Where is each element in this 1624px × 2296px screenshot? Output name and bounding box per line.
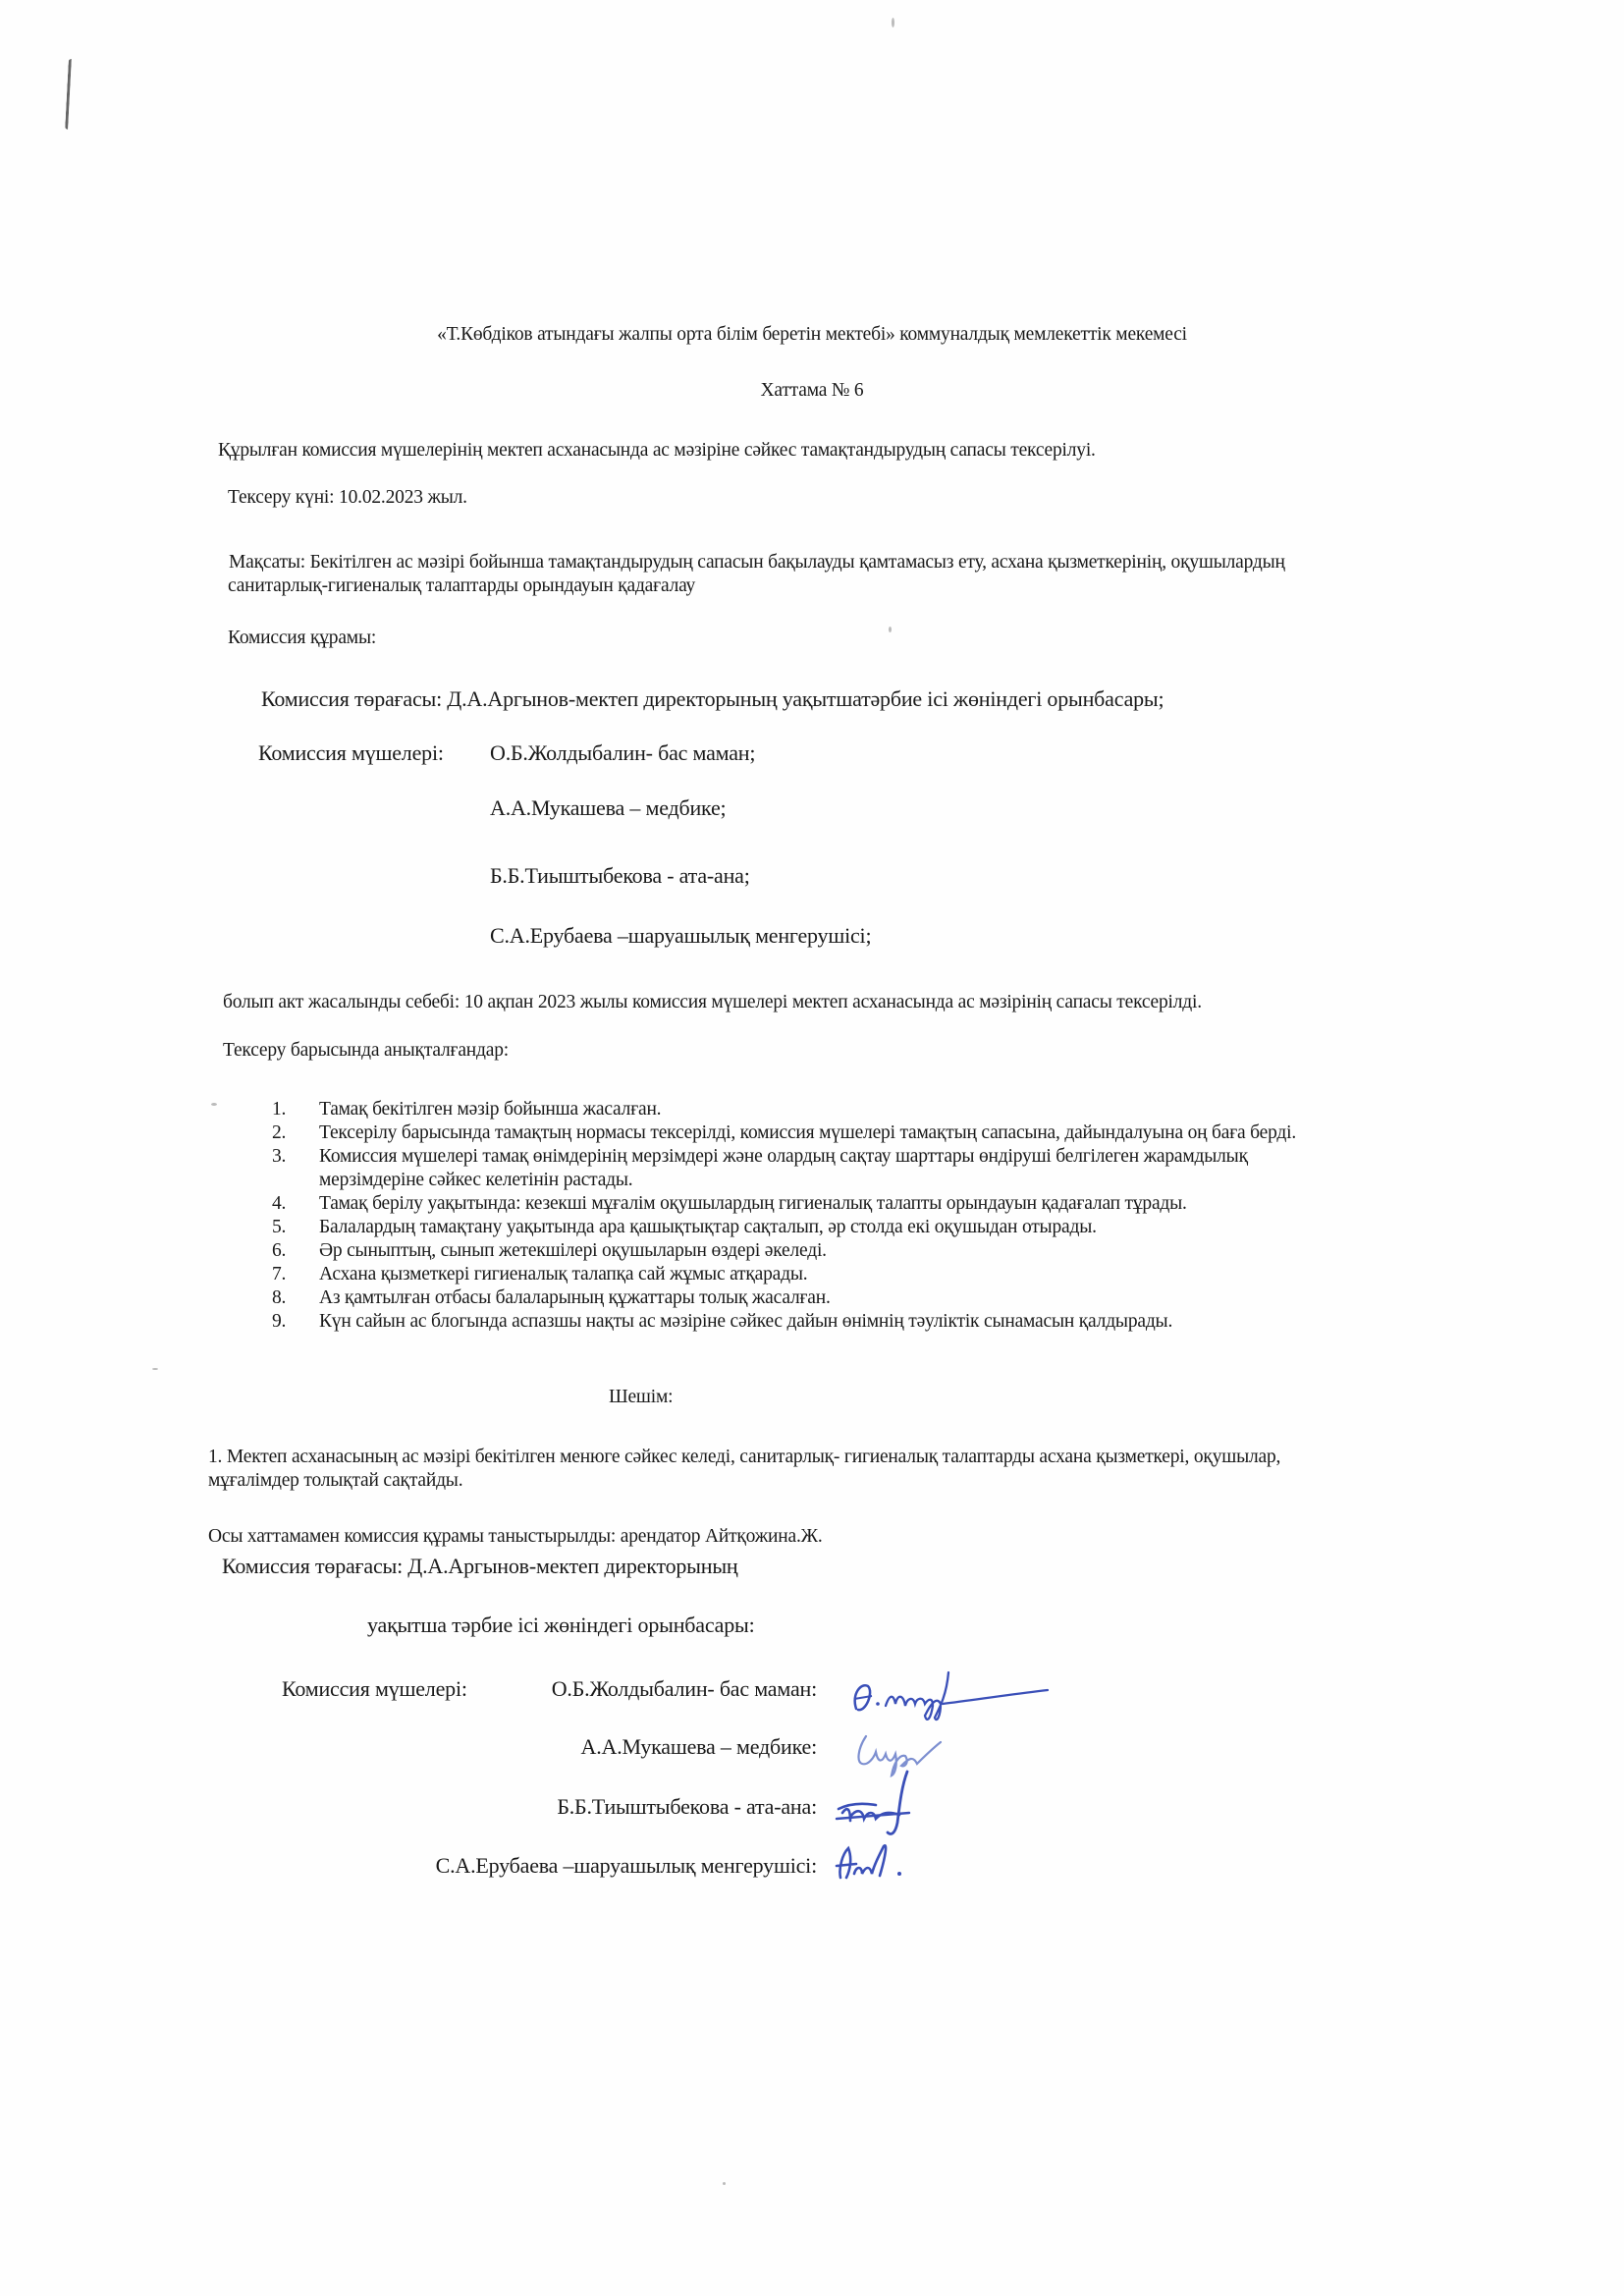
sign-chair-line-2: уақытша тәрбие ісі жөніндегі орынбасары: xyxy=(367,1613,755,1637)
sign-members-label: Комиссия мүшелері: xyxy=(282,1676,467,1701)
findings-list-item xyxy=(272,1310,1499,1334)
list-number: 9. xyxy=(272,1311,287,1332)
decision-heading: Шешім: xyxy=(609,1387,674,1407)
list-number: 3. xyxy=(272,1146,287,1167)
sign-member-name: О.Б.Жолдыбалин- бас маман: xyxy=(551,1676,817,1701)
scan-speck xyxy=(152,1368,158,1370)
commission-member: Б.Б.Тиыштыбекова - ата-ана; xyxy=(490,863,750,888)
institution-name: «Т.Көбдіков атындағы жалпы орта білім беретін мектебі» коммуналдық мемлекеттік мекемесі xyxy=(437,324,1187,345)
list-number: 1. xyxy=(272,1099,287,1120)
scan-artifact-mark xyxy=(65,59,76,130)
act-reason: болып акт жасалынды себебі: 10 ақпан 2023 жылы комиссия мүшелері мектеп асханасында ас мәзірінің сапасы тексерілді. xyxy=(223,992,1202,1012)
findings-list-item xyxy=(272,1098,1499,1121)
scan-speck xyxy=(889,627,892,632)
list-text: Комиссия мүшелері тамақ өнімдерінің мерзімдері және олардың сақтау шарттары өндіруші белгілеген жарамдылық xyxy=(319,1146,1248,1167)
commission-member: С.А.Ерубаева –шаруашылық менгерушісі; xyxy=(490,923,872,948)
list-number: 2. xyxy=(272,1122,287,1143)
findings-list-item xyxy=(272,1263,1499,1286)
list-text-continued: мерзімдеріне сәйкес келетінін растады. xyxy=(319,1170,633,1190)
commission-chair: Комиссия төрағасы: Д.А.Аргынов-мектеп директорының уақытшатәрбие ісі жөніндегі орынбасары; xyxy=(261,686,1164,711)
findings-list-item xyxy=(272,1192,1499,1216)
commission-members-label: Комиссия мүшелері: xyxy=(258,740,444,765)
list-text: Әр сыныптың, сынып жетекшілері оқушыларын өздері әкеледі. xyxy=(319,1240,827,1261)
scan-speck xyxy=(723,2182,726,2185)
acknowledgement-line: Осы хаттамамен комиссия құрамы таныстырылды: арендатор Айтқожина.Ж. xyxy=(208,1526,823,1547)
scan-speck xyxy=(211,1103,217,1106)
commission-heading: Комиссия құрамы: xyxy=(228,628,377,648)
sign-member-name: Б.Б.Тиыштыбекова - ата-ана: xyxy=(557,1794,817,1819)
list-number: 4. xyxy=(272,1193,287,1214)
findings-list-item xyxy=(272,1286,1499,1310)
signature-erubaeva xyxy=(827,1836,915,1886)
signature-tiyshtybekova xyxy=(831,1768,919,1841)
goal-line-2: санитарлық-гигиеналық талаптарды орындауын қадағалау xyxy=(228,575,696,596)
list-number: 7. xyxy=(272,1264,287,1285)
findings-list-item xyxy=(272,1239,1499,1263)
findings-list xyxy=(272,1098,1499,1334)
inspection-date: Тексеру күні: 10.02.2023 жыл. xyxy=(228,487,467,508)
commission-member: А.А.Мукашева – медбике; xyxy=(490,795,727,820)
findings-list-item xyxy=(272,1216,1499,1239)
list-text: Балалардың тамақтану уақытында ара қашықтықтар сақталып, әр столда екі оқушыдан отырады. xyxy=(319,1217,1097,1237)
scan-speck xyxy=(892,18,894,27)
list-text: Тексерілу барысында тамақтың нормасы тексерілді, комиссия мүшелері тамақтың сапасына, дайындалуына оң баға берді. xyxy=(319,1122,1296,1143)
decision-line-1: 1. Мектеп асханасының ас мәзірі бекітілген менюге сәйкес келеді, санитарлық- гигиеналық талаптарды асхана қызметкері, оқушылар, xyxy=(208,1447,1281,1467)
findings-heading: Тексеру барысында анықталғандар: xyxy=(223,1040,509,1061)
findings-list-item xyxy=(272,1145,1499,1192)
protocol-title: Хаттама № 6 xyxy=(760,380,864,401)
findings-list-item xyxy=(272,1121,1499,1145)
list-number: 6. xyxy=(272,1240,287,1261)
commission-member: О.Б.Жолдыбалин- бас маман; xyxy=(490,740,756,765)
list-text: Аз қамтылған отбасы балаларының құжаттары толық жасалған. xyxy=(319,1287,831,1308)
signature-zholdybalin xyxy=(846,1665,1053,1733)
list-text: Күн сайын ас блогында аспазшы нақты ас мәзіріне сәйкес дайын өнімнің тәуліктік сынамасын қалдырады. xyxy=(319,1311,1173,1332)
decision-line-2: мұғалімдер толықтай сақтайды. xyxy=(208,1470,463,1491)
list-number: 8. xyxy=(272,1287,287,1308)
list-number: 5. xyxy=(272,1217,287,1237)
list-text: Тамақ берілу уақытында: кезекші мұғалім оқушылардың гигиеналық талапты орындауын қадағалап тұрады. xyxy=(319,1193,1187,1214)
goal-line-1: Мақсаты: Бекітілген ас мәзірі бойынша тамақтандырудың сапасын бақылауды қамтамасыз ету, асхана қызметкерінің, оқушылардың xyxy=(229,552,1285,573)
list-text: Тамақ бекітілген мәзір бойынша жасалған. xyxy=(319,1099,662,1120)
sign-member-name: С.А.Ерубаева –шаруашылық менгерушісі: xyxy=(435,1853,817,1878)
sign-chair-line-1: Комиссия төрағасы: Д.А.Аргынов-мектеп директорының xyxy=(222,1554,738,1578)
list-text: Асхана қызметкері гигиеналық талапқа сай жұмыс атқарады. xyxy=(319,1264,808,1285)
sign-member-name: А.А.Мукашева – медбике: xyxy=(580,1734,817,1759)
protocol-subject: Құрылған комиссия мүшелерінің мектеп асханасында ас мәзіріне сәйкес тамақтандырудың сапасы тексерілуі. xyxy=(218,440,1096,461)
